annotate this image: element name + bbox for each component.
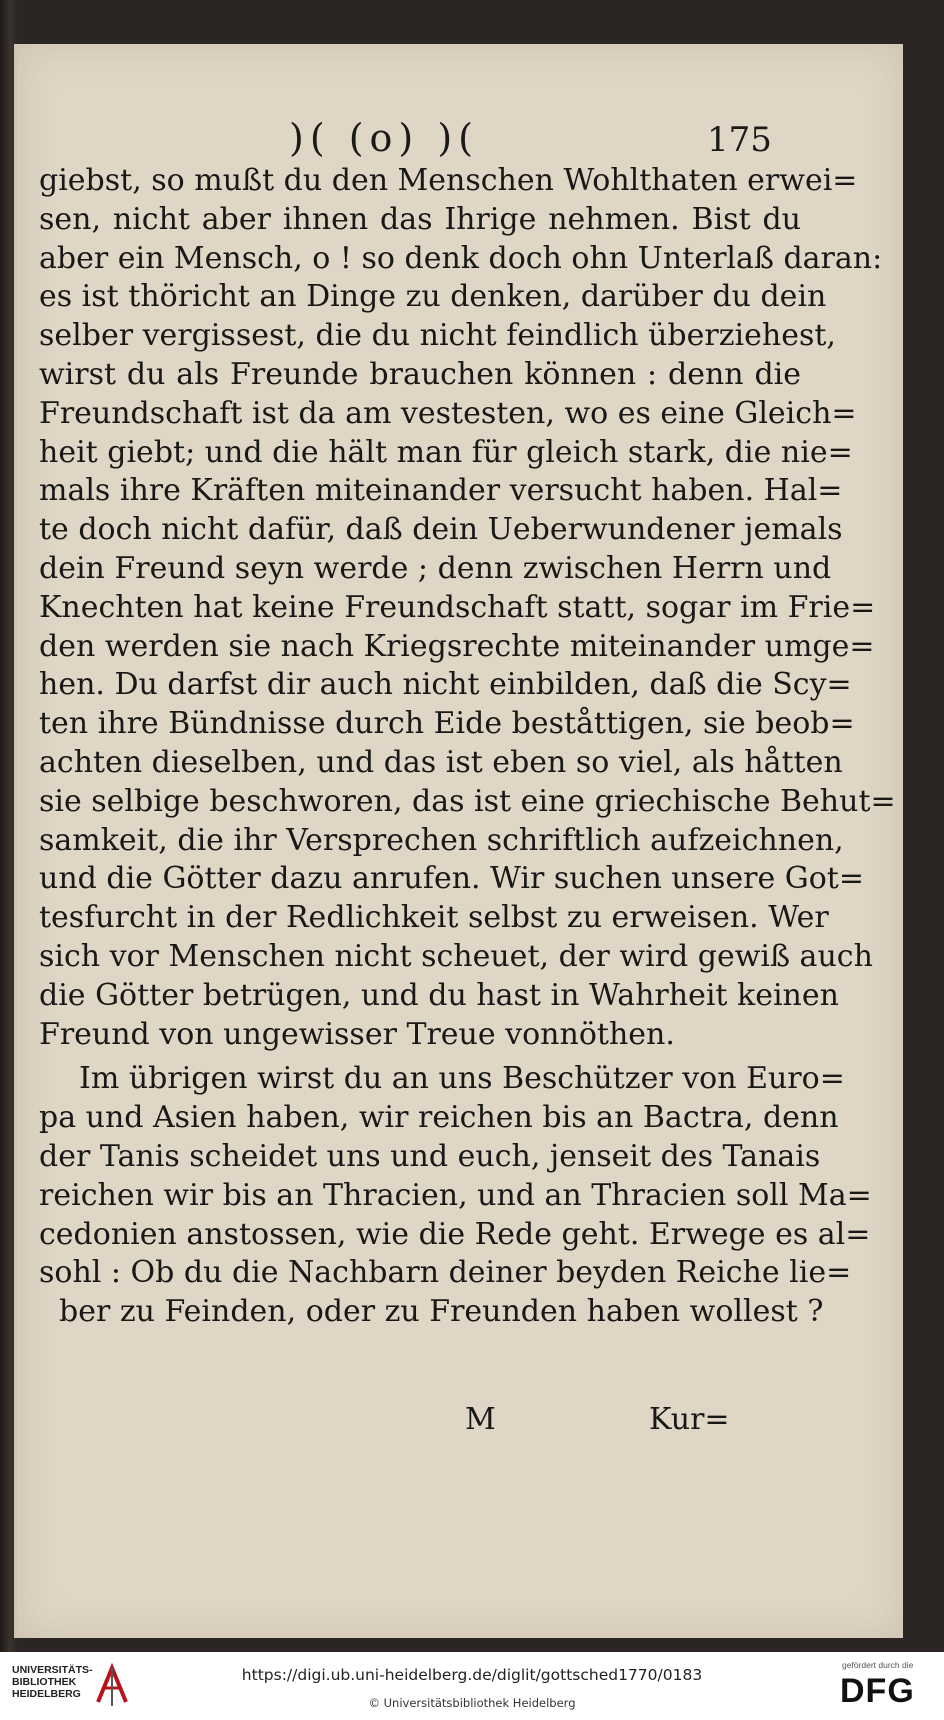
logo-line: HEIDELBERG xyxy=(12,1688,81,1700)
text-line: der Tanis scheidet uns und euch, jenseit des Tanais xyxy=(39,1138,821,1174)
text-line: aber ein Mensch, o ! so denk doch ohn Unterlaß daran: xyxy=(39,240,883,276)
signature-mark: M xyxy=(465,1402,496,1437)
text-line: sen, nicht aber ihnen das Ihrige nehmen. Bist du xyxy=(39,201,801,237)
text-line: mals ihre Kräften miteinander versucht haben. Hal= xyxy=(39,473,843,509)
text-line: achten dieselben, und das ist eben so viel, als håtten xyxy=(39,744,843,780)
text-line: es ist thöricht an Dinge zu denken, darüber du dein xyxy=(39,279,827,315)
page-number: 175 xyxy=(707,120,772,160)
text-line: ber zu Feinden, oder zu Freunden haben wollest ? xyxy=(59,1294,824,1330)
text-line: und die Götter dazu anrufen. Wir suchen unsere Got= xyxy=(39,861,864,897)
text-line: Freundschaft ist da am vestesten, wo es eine Gleich= xyxy=(39,395,857,431)
text-line: heit giebt; und die hält man für gleich stark, die nie= xyxy=(39,434,853,470)
text-line: selber vergissest, die du nicht feindlich überziehest, xyxy=(39,318,836,354)
text-line: sich vor Menschen nicht scheuet, der wird gewiß auch xyxy=(39,938,873,974)
catchword: Kur= xyxy=(649,1402,730,1437)
text-line: pa und Asien haben, wir reichen bis an Bactra, denn xyxy=(39,1100,839,1136)
body-text xyxy=(39,162,896,1332)
text-line: Freund von ungewisser Treue vonnöthen. xyxy=(39,1016,675,1052)
header-ornament: )( (o) )( xyxy=(289,116,479,160)
text-line: Knechten hat keine Freundschaft statt, sogar im Frie= xyxy=(39,589,876,625)
logo-line: BIBLIOTHEK xyxy=(12,1676,77,1688)
text-line: sie selbige beschworen, das ist eine griechische Behut= xyxy=(39,783,896,819)
text-line: die Götter betrügen, und du hast in Wahrheit keinen xyxy=(39,977,839,1013)
text-line: tesfurcht in der Redlichkeit selbst zu erweisen. Wer xyxy=(39,900,829,936)
text-line: sohl : Ob du die Nachbarn deiner beyden Reiche lie= xyxy=(39,1255,852,1291)
text-line: hen. Du darfst dir auch nicht einbilden, daß die Scy= xyxy=(39,667,852,703)
text-line: ten ihre Bündnisse durch Eide beståttigen, sie beob= xyxy=(39,706,855,742)
text-line: samkeit, die ihr Versprechen schriftlich aufzeichnen, xyxy=(39,822,844,858)
viewer-footer xyxy=(0,1652,944,1720)
text-line: giebst, so mußt du den Menschen Wohlthaten erwei= xyxy=(39,163,858,198)
text-line: cedonien anstossen, wie die Rede geht. Erwege es al= xyxy=(39,1216,871,1252)
dfg-logo[interactable]: DFG xyxy=(840,1672,915,1710)
funding-note: gefördert durch die xyxy=(842,1660,914,1670)
text-line: den werden sie nach Kriegsrechte miteinander umge= xyxy=(39,628,875,664)
permalink-url[interactable]: https://digi.ub.uni-heidelberg.de/diglit/gottsched1770/0183 xyxy=(241,1666,703,1684)
text-line: dein Freund seyn werde ; denn zwischen Herrn und xyxy=(39,550,832,586)
logo-line: UNIVERSITÄTS- xyxy=(12,1664,93,1676)
copyright-notice: © Universitätsbibliothek Heidelberg xyxy=(368,1696,576,1710)
book-page xyxy=(14,44,903,1638)
text-line: wirst du als Freunde brauchen können : denn die xyxy=(39,356,801,392)
text-line: reichen wir bis an Thracien, und an Thracien soll Ma= xyxy=(39,1177,872,1213)
text-line: Im übrigen wirst du an uns Beschützer von Euro= xyxy=(79,1061,845,1097)
page-header xyxy=(17,110,903,170)
text-line: te doch nicht dafür, daß dein Ueberwundener jemals xyxy=(39,512,843,548)
